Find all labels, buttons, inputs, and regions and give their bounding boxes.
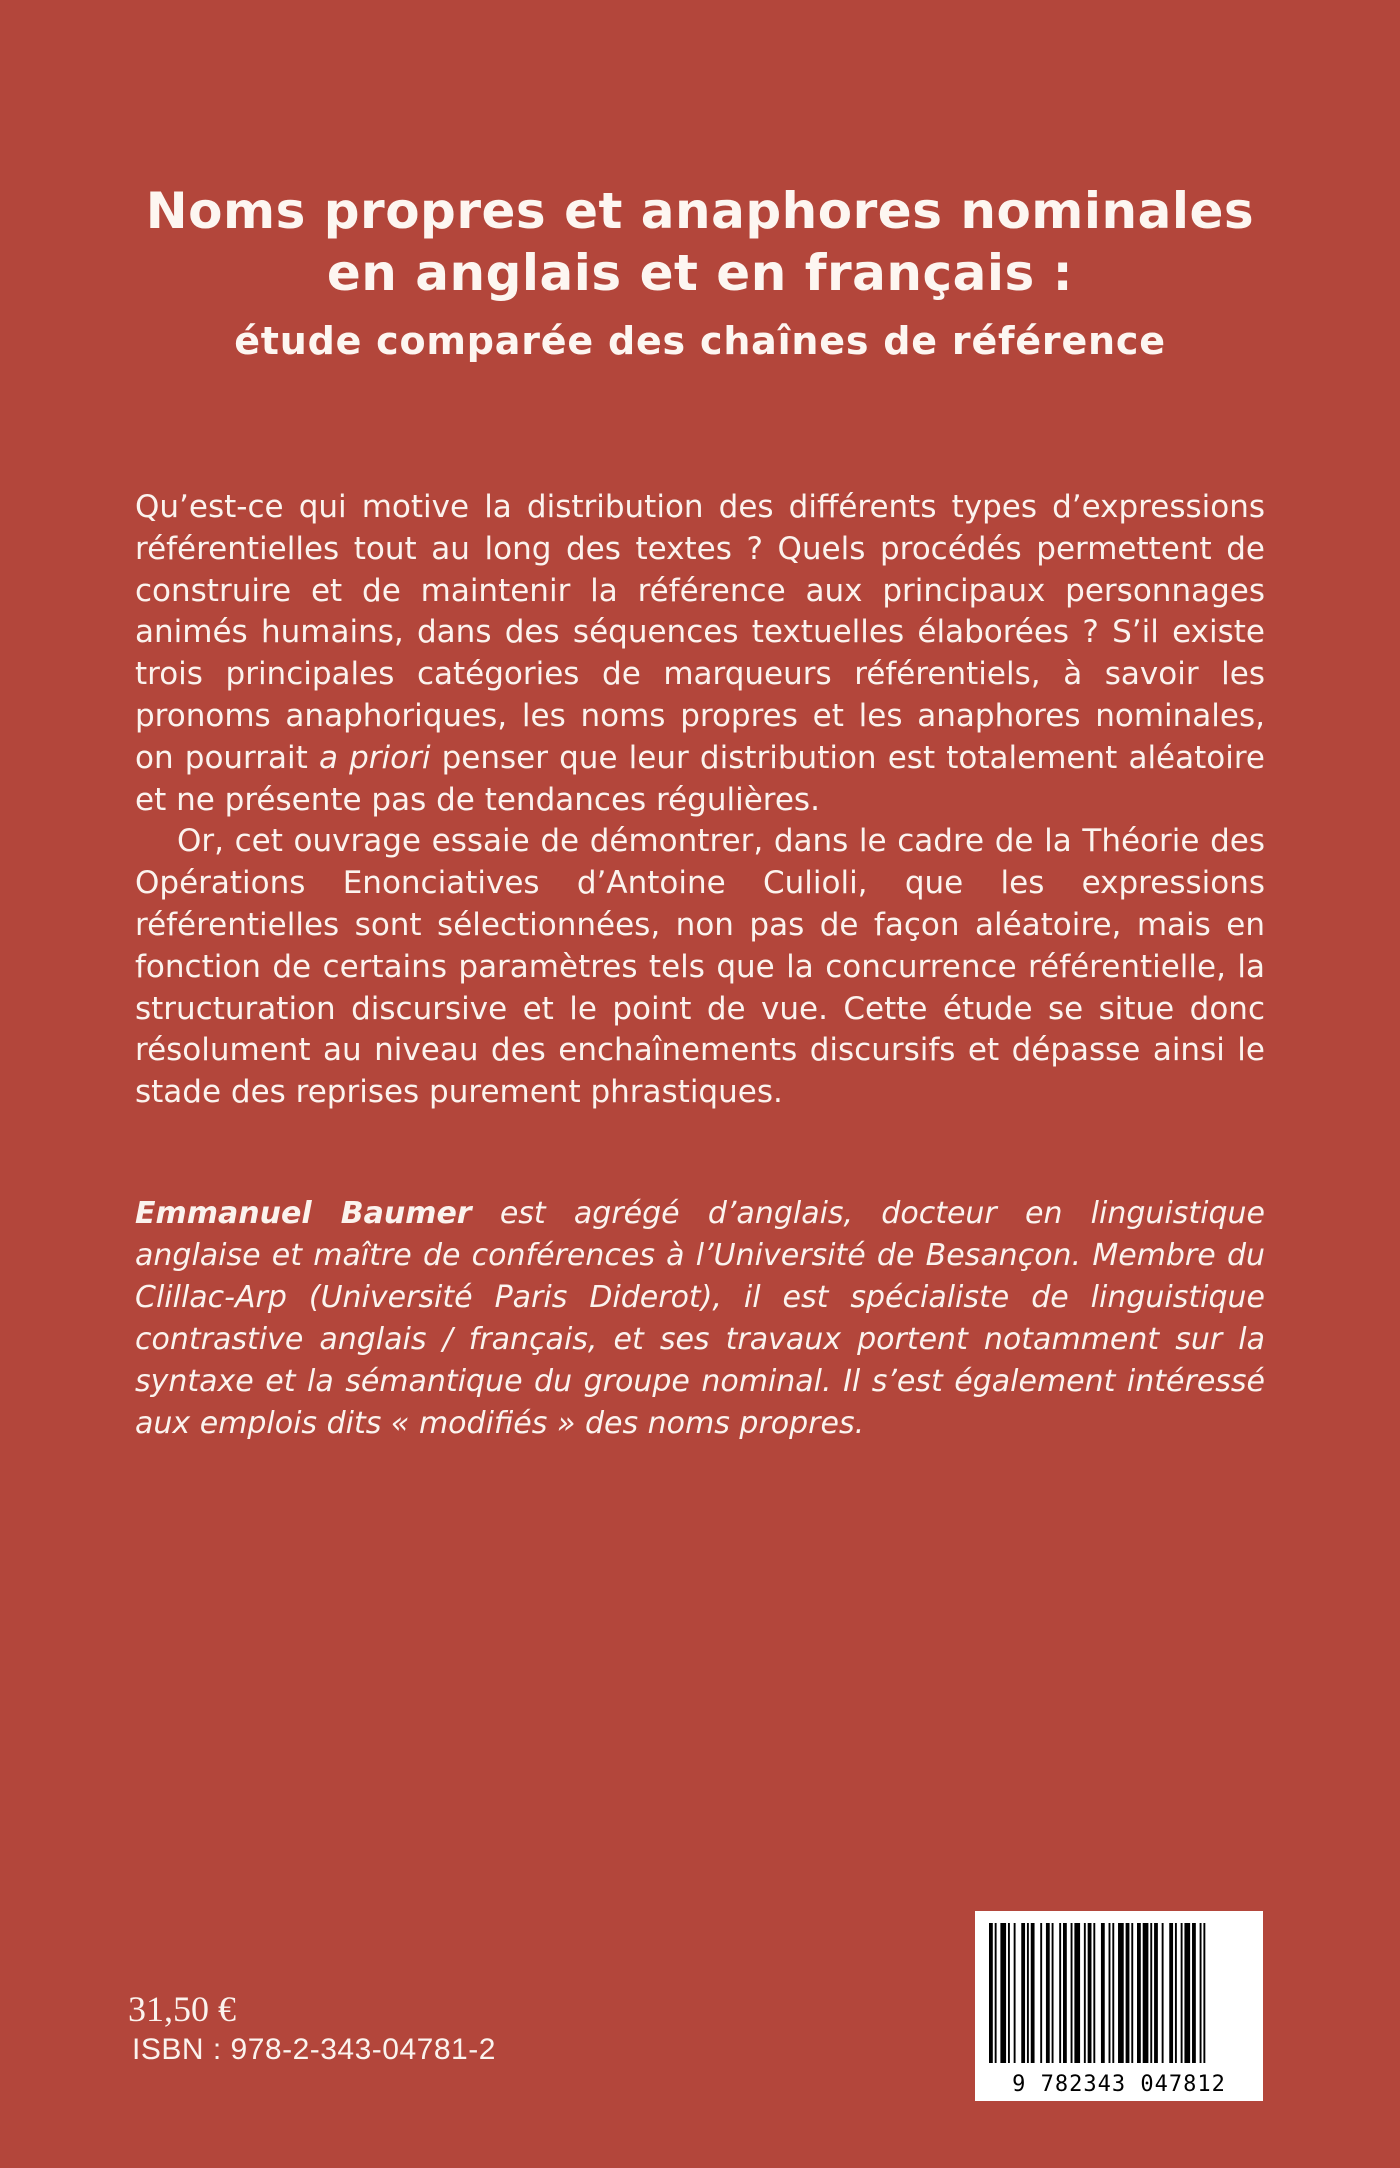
barcode-bar xyxy=(1059,1923,1061,2063)
barcode-bar xyxy=(1040,1923,1042,2063)
barcode-bar xyxy=(1027,1923,1029,2063)
barcode-bar xyxy=(1137,1923,1141,2063)
barcode-bar xyxy=(1192,1923,1196,2063)
barcode-bar xyxy=(1143,1923,1149,2063)
barcode-bar xyxy=(1181,1923,1183,2063)
barcode-bar xyxy=(1074,1923,1080,2063)
barcode-bar xyxy=(1162,1923,1164,2063)
barcode-bar xyxy=(1169,1923,1173,2063)
isbn: ISBN : 978-2-343-04781-2 xyxy=(132,2033,496,2066)
price: 31,50 € xyxy=(128,1989,236,2029)
title-line-1: Noms propres et anaphores nominales xyxy=(145,182,1255,240)
barcode xyxy=(975,1911,1263,2101)
barcode-bar xyxy=(995,1923,997,2063)
barcode-bar xyxy=(1046,1923,1050,2063)
barcode-bars xyxy=(989,1923,1205,2063)
barcode-bar xyxy=(1008,1923,1010,2063)
summary-p1-after: penser que leur distribution est totalement aléatoire et ne présente pas de tendances régulières. xyxy=(135,739,1265,818)
barcode-bar xyxy=(1154,1923,1158,2063)
title-line-2: en anglais et en français : xyxy=(326,244,1074,302)
summary-p1-emphasis: a priori xyxy=(318,739,431,776)
barcode-bar xyxy=(1203,1923,1205,2063)
barcode-graphic xyxy=(975,1911,1263,2101)
author-bio xyxy=(135,1193,1265,1445)
barcode-digits: 9 782343 047812 xyxy=(1012,2072,1226,2097)
barcode-bar xyxy=(1101,1923,1105,2063)
summary-text xyxy=(135,487,1265,1114)
barcode-bar xyxy=(1175,1923,1177,2063)
barcode-bar xyxy=(1000,1923,1006,2063)
barcode-bar xyxy=(1126,1923,1130,2063)
author-bio-text: est agrégé d’anglais, docteur en linguistique anglaise et maître de conférences à l’Université de Besançon. Membre du Clillac-Arp (Université Paris Diderot), il est spécialiste de linguistique contrastive anglais / français, et ses travaux portent notamment sur la syntaxe et la sémantique du groupe nominal. Il s’est également intéressé aux emplois dits « modifiés » des noms propres. xyxy=(135,1196,1265,1441)
barcode-bar xyxy=(1031,1923,1035,2063)
barcode-bar xyxy=(1052,1923,1054,2063)
barcode-bar xyxy=(1150,1923,1152,2063)
barcode-bar xyxy=(1184,1923,1190,2063)
barcode-bar xyxy=(1063,1923,1067,2063)
barcode-bar xyxy=(1014,1923,1016,2063)
barcode-bar xyxy=(1118,1923,1124,2063)
subtitle: étude comparée des chaînes de référence xyxy=(234,319,1166,363)
barcode-bar xyxy=(1021,1923,1025,2063)
barcode-bar xyxy=(1131,1923,1133,2063)
barcode-bar xyxy=(1093,1923,1095,2063)
barcode-bar xyxy=(1200,1923,1202,2063)
barcode-bar xyxy=(1071,1923,1073,2063)
author-name: Emmanuel Baumer xyxy=(135,1196,472,1231)
barcode-bar xyxy=(1109,1923,1111,2063)
summary-paragraph-2: Or, cet ouvrage essaie de démontrer, dans le cadre de la Théorie des Opérations Enonciatives d’Antoine Culioli, que les expressions référentielles sont sélectionnées, non pas de façon aléatoire, mais en fonction de certains paramètres tels que la concurrence référentielle, la structuration discursive et le point de vue. Cette étude se situe donc résolument au niveau des enchaînements discursifs et dépasse ainsi le stade des reprises purement phrastiques. xyxy=(135,823,1265,1111)
summary-p1-before: Qu’est-ce qui motive la distribution des différents types d’expressions référentielles tout au long des textes ? Quels procédés permettent de construire et de maintenir la référence aux principaux personnages animés humains, dans des séquences textuelles élaborées ? S’il existe trois principales catégories de marqueurs référentiels, à savoir les pronoms anaphoriques, les noms propres et les anaphores nominales, on pourrait xyxy=(135,489,1265,776)
barcode-bar xyxy=(1088,1923,1092,2063)
barcode-bar xyxy=(989,1923,993,2063)
summary-paragraph-1 xyxy=(135,487,1265,821)
barcode-bar xyxy=(1112,1923,1114,2063)
title-block xyxy=(135,180,1265,366)
barcode-bar xyxy=(1084,1923,1086,2063)
